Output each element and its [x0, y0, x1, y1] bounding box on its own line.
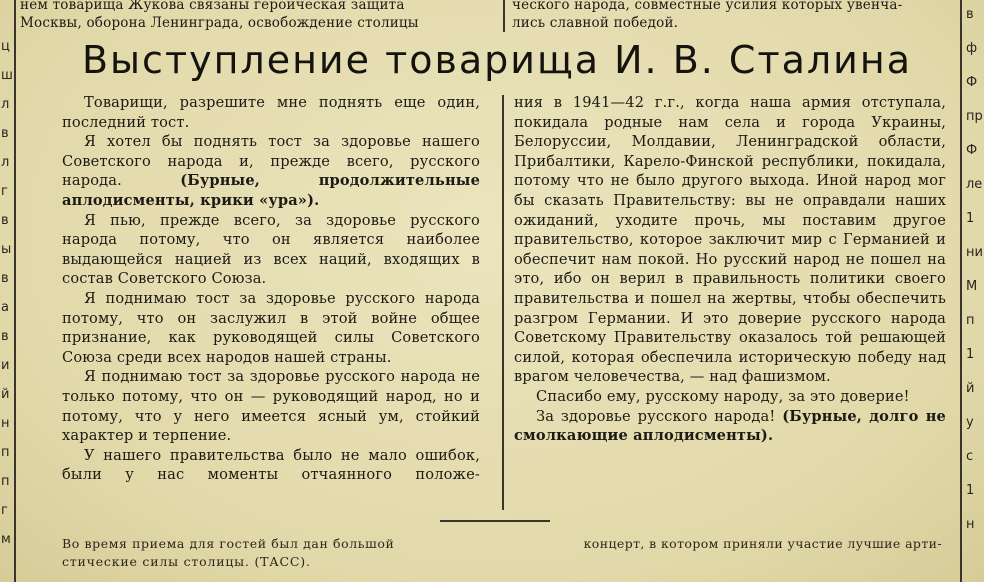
left-gutter-fragment: п [1, 474, 10, 489]
left-gutter-fragment: п [1, 445, 10, 460]
right-gutter-fragment: 1 [966, 483, 975, 498]
right-gutter-fragment: н [966, 517, 975, 532]
left-gutter-fragment: ш [1, 68, 13, 83]
left-gutter-fragment: в [1, 271, 9, 286]
footer-line-1 [62, 535, 942, 553]
left-gutter-fragments [0, 0, 14, 582]
right-gutter-fragment: п [966, 313, 975, 328]
top-strip-right-line1: ческого народа, совместные усилия которых увенча- [512, 0, 903, 13]
paragraph-2 [62, 132, 480, 210]
right-gutter-fragment: й [966, 381, 975, 396]
closing-applause-note: (Бурные, долго не смолкающие аплодисменты). [514, 407, 946, 445]
top-strip-left-line2: Москвы, оборона Ленинграда, освобождение столицы [20, 15, 419, 31]
article-column-right [514, 93, 946, 446]
right-gutter-fragment: 1 [966, 347, 975, 362]
right-gutter-fragments [962, 0, 984, 582]
right-gutter-fragment: ни [966, 245, 983, 260]
top-strip-left-line1: нем товарища Жукова связаны героическая защита [20, 0, 405, 13]
left-gutter-fragment: л [1, 97, 10, 112]
left-gutter-fragment: г [1, 184, 8, 199]
top-strip-right-line2: лись славной победой. [512, 15, 679, 31]
paragraph-1: Товарищи, разрешите мне поднять еще один, последний тост. [62, 94, 480, 131]
paragraph-9-text: За здоровье русского народа! [536, 407, 783, 425]
right-gutter-fragment: Ф [966, 75, 978, 90]
footer-line-2: стические силы столицы. (ТАСС). [62, 554, 311, 569]
paragraph-6: У нашего правительства было не мало ошибок, были у нас моменты отчаянного положе- [62, 446, 480, 484]
paragraph-8: Спасибо ему, русскому народу, за это доверие! [536, 387, 910, 405]
right-gutter-fragment: Ф [966, 143, 978, 158]
footer-line-1a: Во время приема для гостей был дан большой [62, 536, 395, 551]
paragraph-9 [514, 407, 946, 446]
column-rule-left [14, 0, 16, 582]
right-gutter-fragment: М [966, 279, 978, 294]
left-gutter-fragment: ы [1, 242, 12, 257]
right-gutter-fragment: ле [966, 177, 983, 192]
paragraph-4: Я поднимаю тост за здоровье русского народа потому, что он заслужил в этой войне общее признание, как руководящей силы Советского Союза среди всех народов нашей страны. [62, 289, 480, 366]
left-gutter-fragment: и [1, 358, 10, 373]
headline: Выступление товарища И. В. Сталина [81, 38, 913, 82]
left-gutter-fragment: в [1, 126, 9, 141]
top-strip-left [20, 0, 490, 32]
right-gutter-fragment: 1 [966, 211, 975, 226]
paragraph-2-text: Я хотел бы поднять тост за здоровье нашего Советского народа и, прежде всего, русского народа. [62, 133, 480, 190]
paragraph-3: Я пью, прежде всего, за здоровье русского народа потому, что он является наиболее выдающейся нацией из всех наций, входящих в состав Советского Союза. [62, 211, 480, 288]
article-column-left [62, 93, 480, 485]
right-gutter-fragment: в [966, 7, 974, 22]
top-strip-right [512, 0, 952, 32]
left-gutter-fragment: в [1, 213, 9, 228]
left-gutter-fragment: й [1, 387, 10, 402]
top-strip-divider [503, 0, 505, 32]
footer-rule [440, 520, 550, 522]
paragraph-5: Я поднимаю тост за здоровье русского народа не только потому, что он — руководящий народ, но и потому, что у него имеется ясный ум, стойкий характер и терпение. [62, 368, 480, 445]
right-gutter-fragment: с [966, 449, 974, 464]
left-gutter-fragment: в [1, 329, 9, 344]
left-gutter-fragment: н [1, 416, 10, 431]
left-gutter-fragment: л [1, 155, 10, 170]
right-gutter-fragment: ф [966, 41, 978, 56]
text-column-divider [502, 95, 504, 510]
applause-note: (Бурные, продолжительные аплодисменты, крики «ура»). [62, 172, 480, 209]
left-gutter-fragment: м [1, 532, 11, 547]
paragraph-7: ния в 1941—42 г.г., когда наша армия отступала, покидала родные нам села и города Украины, Белоруссии, Молдавии, Ленинградской области, Прибалтики, Карело-Финской республики, покидала, потому что не было другого выхода. Иной народ мог бы сказать Правительству: вы не оправдали наших ожиданий, уходите прочь, мы поставим другое правительство, которое заключит мир с Германией и обеспечит нам покой. Но русский народ не пошел на это, ибо он верил в правильность политики своего правительства и пошел на жертвы, чтобы обеспечить разгром Германии. И это доверие русского народа Советскому Правительству оказалось той решающей силой, которая обеспечила историческую победу над врагом человечества, — над фашизмом. [514, 94, 946, 386]
right-gutter-fragment: у [966, 415, 974, 430]
left-gutter-fragment: а [1, 300, 9, 315]
footer-note [62, 535, 942, 571]
footer-line-1b: концерт, в котором приняли участие лучшие арти- [583, 536, 942, 551]
left-gutter-fragment: ц [1, 39, 10, 54]
right-gutter-fragment: пр [966, 109, 983, 124]
left-gutter-fragment: г [1, 503, 8, 518]
